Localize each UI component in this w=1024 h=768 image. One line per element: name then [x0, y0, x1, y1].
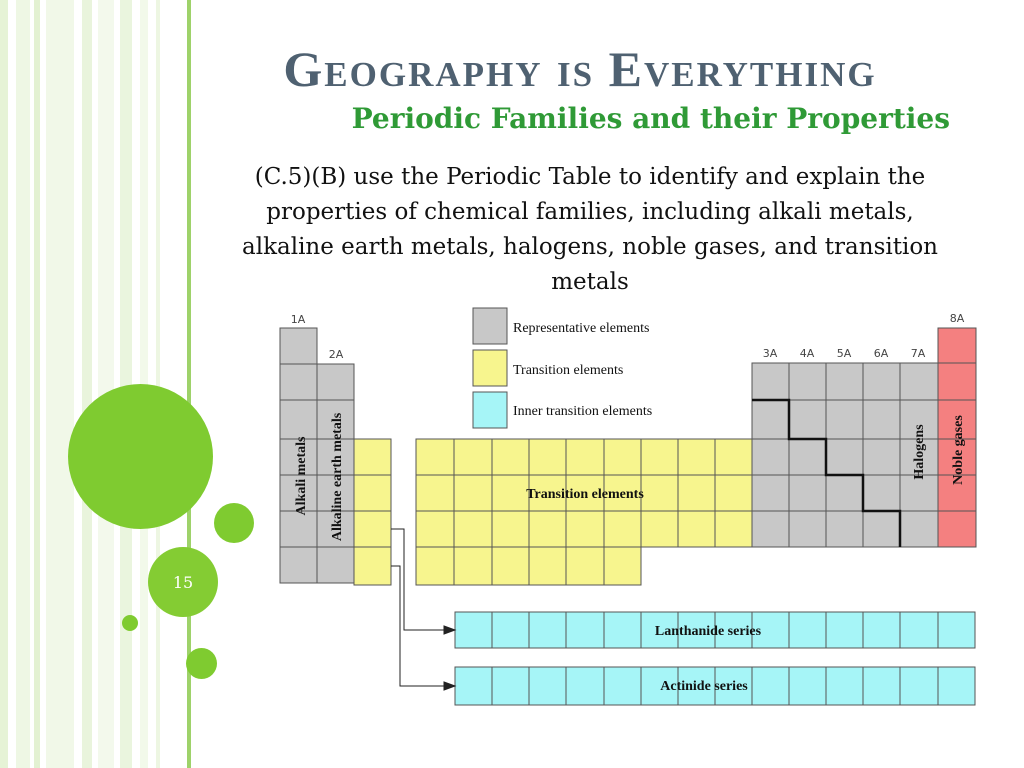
- element-cell-representative: [826, 400, 863, 439]
- element-cell-representative: [789, 511, 826, 547]
- actinide-series-label: Actinide series: [660, 679, 748, 694]
- element-cell-transition: [604, 439, 641, 475]
- element-cell-representative: [900, 363, 938, 400]
- element-cell-actinide: [566, 667, 604, 705]
- group-label-7a: 7A: [910, 347, 926, 360]
- element-cell-actinide: [752, 667, 789, 705]
- element-cell-transition: [416, 475, 454, 511]
- element-cell-2a: [317, 547, 354, 583]
- element-cell-2a: [317, 364, 354, 400]
- group-label-2a: 2A: [328, 348, 344, 361]
- element-cell-lanthanide: [566, 612, 604, 648]
- lanthanide-series-label: Lanthanide series: [654, 624, 762, 639]
- element-cell-transition: [492, 511, 529, 547]
- element-cell-1a: [280, 364, 317, 400]
- element-cell-transition: [641, 475, 678, 511]
- element-cell-transition: [604, 547, 641, 585]
- legend-label-representative: Representative elements: [513, 321, 650, 336]
- element-cell-representative: [752, 363, 789, 400]
- legend-label-inner: Inner transition elements: [513, 404, 653, 419]
- element-cell-representative: [826, 475, 863, 511]
- element-cell-representative: [752, 439, 789, 475]
- element-cell-transition: [354, 439, 391, 475]
- element-cell-1a: [280, 400, 317, 439]
- element-cell-transition: [529, 511, 566, 547]
- element-cell-noble: [938, 363, 976, 400]
- actinide-arrowhead: [444, 682, 455, 690]
- element-cell-representative: [752, 511, 789, 547]
- element-cell-transition: [416, 511, 454, 547]
- element-cell-transition: [678, 511, 715, 547]
- element-cell-representative: [752, 400, 789, 439]
- element-cell-lanthanide: [900, 612, 938, 648]
- element-cell-representative: [826, 439, 863, 475]
- element-cell-actinide: [826, 667, 863, 705]
- element-cell-representative: [789, 400, 826, 439]
- element-cell-transition: [566, 439, 604, 475]
- element-cell-transition: [416, 547, 454, 585]
- lanthanide-arrowhead: [444, 626, 455, 634]
- element-cell-transition: [454, 547, 492, 585]
- element-cell-representative: [863, 363, 900, 400]
- element-cell-representative: [863, 475, 900, 511]
- group-label-6a: 6A: [873, 347, 889, 360]
- group-label-1a: 1A: [290, 313, 306, 326]
- alkaline-earth-metals-label: Alkaline earth metals: [330, 412, 345, 542]
- element-cell-actinide: [529, 667, 566, 705]
- element-cell-representative: [826, 511, 863, 547]
- element-cell-transition: [416, 439, 454, 475]
- element-cell-representative: [900, 511, 938, 547]
- element-cell-lanthanide: [826, 612, 863, 648]
- slide-subtitle: Periodic Families and their Properties: [351, 102, 950, 135]
- element-cell-transition: [529, 547, 566, 585]
- element-cell-actinide: [789, 667, 826, 705]
- element-cell-transition: [492, 439, 529, 475]
- element-cell-representative: [789, 475, 826, 511]
- element-cell-actinide: [604, 667, 641, 705]
- element-cell-transition: [354, 475, 391, 511]
- element-cell-transition: [641, 511, 678, 547]
- element-cell-transition: [604, 511, 641, 547]
- noble-gases-label: Noble gases: [951, 415, 966, 485]
- transition-elements-label: Transition elements: [526, 487, 644, 502]
- element-cell-transition: [715, 439, 752, 475]
- element-cell-representative: [863, 439, 900, 475]
- element-cell-transition: [566, 547, 604, 585]
- legend-swatch-inner: [473, 392, 507, 428]
- element-cell-lanthanide: [604, 612, 641, 648]
- legend-label-transition: Transition elements: [513, 363, 624, 378]
- element-cell-actinide: [492, 667, 529, 705]
- element-cell-noble: [938, 328, 976, 363]
- alkali-metals-label: Alkali metals: [294, 436, 309, 516]
- legend: [473, 308, 652, 428]
- element-cell-representative: [863, 400, 900, 439]
- element-cell-lanthanide: [492, 612, 529, 648]
- group-label-4a: 4A: [799, 347, 815, 360]
- element-cell-transition: [678, 475, 715, 511]
- element-cell-1a: [280, 547, 317, 583]
- group-label-3a: 3A: [762, 347, 778, 360]
- element-cell-actinide: [455, 667, 492, 705]
- element-cell-lanthanide: [938, 612, 975, 648]
- legend-swatch-transition: [473, 350, 507, 386]
- halogens-label: Halogens: [912, 424, 927, 480]
- page-number-badge: 15: [148, 547, 218, 617]
- element-cell-representative: [752, 475, 789, 511]
- element-cell-transition: [492, 475, 529, 511]
- element-cell-transition: [715, 511, 752, 547]
- element-cell-actinide: [900, 667, 938, 705]
- element-cell-transition: [354, 547, 391, 585]
- element-cell-1a: [280, 328, 317, 364]
- element-cell-noble: [938, 511, 976, 547]
- element-cell-lanthanide: [863, 612, 900, 648]
- group-label-8a: 8A: [949, 312, 965, 325]
- element-cell-transition: [354, 511, 391, 547]
- element-cell-actinide: [938, 667, 975, 705]
- element-cell-transition: [454, 475, 492, 511]
- element-cell-representative: [789, 363, 826, 400]
- slide-title: Geography is Everything: [283, 41, 877, 97]
- element-cell-representative: [826, 363, 863, 400]
- element-cell-transition: [454, 439, 492, 475]
- element-cell-lanthanide: [789, 612, 826, 648]
- element-cell-transition: [566, 511, 604, 547]
- element-cell-representative: [789, 439, 826, 475]
- element-cell-representative: [863, 511, 900, 547]
- element-cell-transition: [678, 439, 715, 475]
- group-label-5a: 5A: [836, 347, 852, 360]
- slide-body-text: (C.5)(B) use the Periodic Table to identify and explain the properties of chemical families, including alkali metals, alkaline earth metals, halogens, noble gases, and transition metals: [242, 164, 938, 295]
- element-cell-lanthanide: [455, 612, 492, 648]
- element-cell-transition: [454, 511, 492, 547]
- element-cell-transition: [529, 439, 566, 475]
- element-cell-lanthanide: [529, 612, 566, 648]
- legend-swatch-representative: [473, 308, 507, 344]
- element-cell-transition: [492, 547, 529, 585]
- element-cell-transition: [715, 475, 752, 511]
- element-cell-transition: [641, 439, 678, 475]
- element-cell-actinide: [863, 667, 900, 705]
